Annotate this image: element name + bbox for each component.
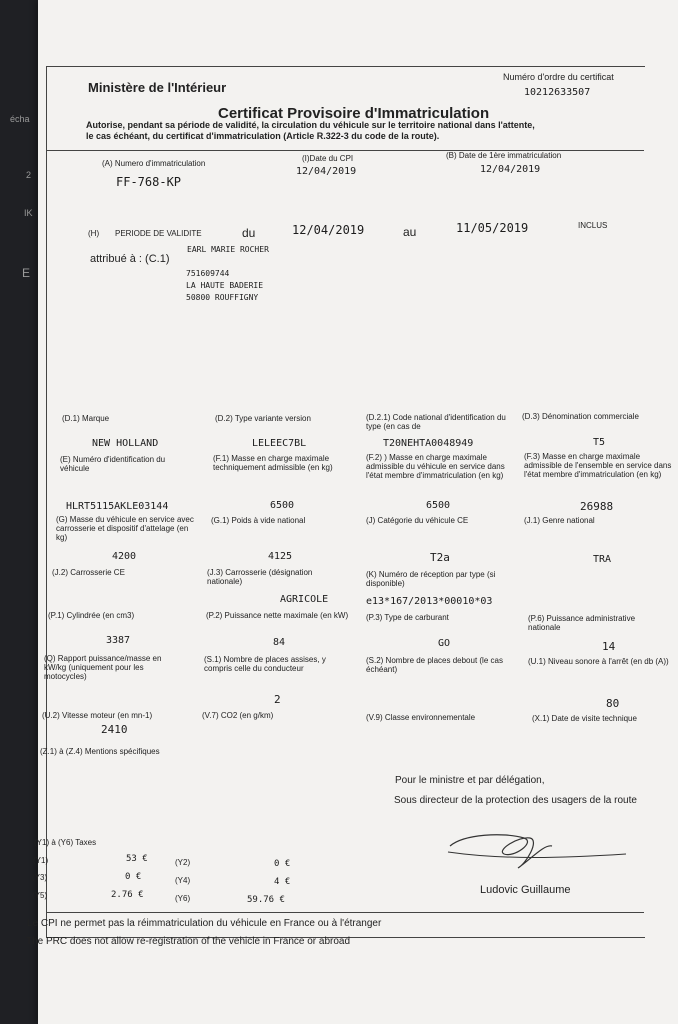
k-value: e13*167/2013*00010*03: [366, 596, 493, 607]
first-registration-label: (B) Date de 1ère immatriculation: [446, 151, 562, 160]
u1-value: 80: [606, 697, 620, 710]
j3-label: (J.3) Carrosserie (désignation nationale): [207, 568, 313, 586]
u2-label: (U.2) Vitesse moteur (en mn-1): [42, 711, 153, 720]
order-number: 10212633507: [524, 87, 591, 98]
cpi-date: 12/04/2019: [296, 166, 357, 177]
signature-mark: [444, 824, 634, 874]
holder-name: EARL MARIE ROCHER: [187, 245, 269, 254]
cpi-date-label: (I)Date du CPI: [302, 154, 354, 163]
footer-divider: [46, 912, 644, 913]
f1-value: 6500: [270, 500, 295, 511]
p1-label: (P.1) Cylindrée (en cm3): [48, 611, 135, 620]
p3-value: GO: [438, 638, 451, 649]
f2-value: 6500: [426, 500, 451, 511]
signatory-name: Ludovic Guillaume: [480, 884, 571, 896]
z-label: (Z.1) à (Z.4) Mentions spécifiques: [40, 747, 160, 756]
document-title: Certificat Provisoire d'Immatriculation: [218, 105, 490, 122]
validity-au: au: [403, 225, 417, 239]
d1-value: NEW HOLLAND: [92, 438, 159, 449]
p2-value: 84: [273, 637, 286, 648]
d3-value: T5: [593, 437, 606, 448]
holder-address-1: LA HAUTE BADERIE: [186, 281, 264, 290]
validity-inclus: INCLUS: [578, 221, 608, 230]
s2-label: (S.2) Nombre de places debout (le cas échéant): [366, 656, 503, 674]
k-label: (K) Numéro de réception par type (si disponible): [366, 570, 496, 588]
p2-label: (P.2) Puissance nette maximale (en kW): [206, 611, 349, 620]
x1-label: (X.1) Date de visite technique: [532, 714, 637, 723]
j3-value: AGRICOLE: [280, 594, 329, 605]
d1-label: (D.1) Marque: [62, 414, 110, 423]
taxes-title: (Y1) à (Y6) Taxes: [34, 838, 97, 847]
f1-label: (F.1) Masse en charge maximale techniquement admissible (en kg): [213, 454, 333, 472]
ministry-name: Ministère de l'Intérieur: [88, 80, 227, 95]
strip-text-3: IK: [24, 208, 33, 218]
f3-value: 26988: [580, 500, 614, 513]
d2-value: LELEEC7BL: [252, 438, 307, 449]
f2-label: (F.2) ) Masse en charge maximale admissible du véhicule en service dans l'état membre d'immatriculation (en kg): [366, 453, 505, 480]
d21-value: T20NEHTA0048949: [383, 438, 474, 449]
document-subtitle-1: Autorise, pendant sa période de validité, la circulation du véhicule sur le territoire national dans l'attente,: [86, 120, 535, 130]
e-label: (E) Numéro d'identification du véhicule: [60, 455, 166, 473]
tax-y6-label: (Y6): [175, 894, 191, 903]
p6-label: (P.6) Puissance administrative nationale: [528, 614, 636, 632]
v7-label: (V.7) CO2 (en g/km): [202, 711, 274, 720]
tax-y3-label: (Y3): [32, 873, 48, 882]
holder-label: attribué à : (C.1): [90, 253, 170, 265]
j2-label: (J.2) Carrosserie CE: [52, 568, 125, 577]
f3-label: (F.3) Masse en charge maximale admissible de l'ensemble en service dans l'état membre d'immatriculation (en kg): [524, 452, 672, 479]
j1-value: TRA: [593, 554, 612, 565]
footer-notice-fr: Le CPI ne permet pas la réimmatriculation du véhicule en France ou à l'étranger: [27, 918, 382, 929]
strip-text-4: E: [22, 266, 31, 280]
g1-label: (G.1) Poids à vide national: [211, 516, 306, 525]
v9-label: (V.9) Classe environnementale: [366, 713, 476, 722]
signature-line-1: Pour le ministre et par délégation,: [395, 775, 545, 786]
tax-y2-label: (Y2): [175, 858, 191, 867]
tax-y1-label: (Y1): [33, 856, 49, 865]
p3-label: (P.3) Type de carburant: [366, 613, 449, 622]
validity-from: 12/04/2019: [292, 223, 365, 237]
holder-address-2: 50800 ROUFFIGNY: [186, 293, 259, 302]
j-label: (J) Catégorie du véhicule CE: [366, 516, 469, 525]
tax-y2-value: 0 €: [274, 859, 291, 869]
validity-h-label: (H): [88, 229, 100, 238]
e-value: HLRT5115AKLE03144: [66, 501, 169, 512]
p1-value: 3387: [106, 635, 131, 646]
tax-y4-label: (Y4): [175, 876, 191, 885]
q-label: (Q) Rapport puissance/masse en kW/kg (uniquement pour les motocycles): [44, 654, 162, 681]
registration-number: FF-768-KP: [116, 175, 182, 189]
s1-value: 2: [274, 693, 281, 706]
tax-y6-value: 59.76 €: [247, 895, 285, 905]
strip-text-2: 2: [26, 170, 32, 180]
d2-label: (D.2) Type variante version: [215, 414, 311, 423]
p6-value: 14: [602, 640, 616, 653]
strip-text-1: écha: [10, 114, 30, 124]
order-number-label: Numéro d'ordre du certificat: [503, 72, 614, 82]
validity-du: du: [242, 226, 256, 240]
tax-y3-value: 0 €: [125, 872, 142, 882]
footer-notice-en: The PRC does not allow re-registration of the vehicle in France or abroad: [26, 936, 351, 947]
tax-y4-value: 4 €: [274, 877, 291, 887]
signature-line-2: Sous directeur de la protection des usagers de la route: [394, 795, 637, 806]
tax-y5-value: 2.76 €: [111, 890, 144, 900]
g1-value: 4125: [268, 551, 293, 562]
holder-code: 751609744: [186, 269, 230, 278]
u1-label: (U.1) Niveau sonore à l'arrêt (en db (A)): [528, 657, 669, 666]
j1-label: (J.1) Genre national: [524, 516, 595, 525]
registration-label: (A) Numero d'immatriculation: [102, 159, 206, 168]
validity-to: 11/05/2019: [456, 221, 529, 235]
g-label: (G) Masse du véhicule en service avec carrosserie et dispositif d'attelage (en kg): [56, 515, 194, 542]
first-registration-date: 12/04/2019: [480, 164, 541, 175]
d21-label: (D.2.1) Code national d'identification du type (en cas de: [366, 413, 506, 431]
d3-label: (D.3) Dénomination commerciale: [522, 412, 639, 421]
u2-value: 2410: [101, 723, 128, 736]
j-value: T2a: [430, 551, 450, 564]
document-subtitle-2: le cas échéant, du certificat d'immatriculation (Article R.322-3 du code de la route).: [86, 131, 440, 141]
g-value: 4200: [112, 551, 137, 562]
tax-y1-value: 53 €: [126, 854, 148, 864]
validity-period-label: PERIODE DE VALIDITE: [115, 229, 202, 238]
tax-y5-label: (Y5): [32, 891, 48, 900]
s1-label: (S.1) Nombre de places assises, y compris celle du conducteur: [204, 655, 326, 673]
